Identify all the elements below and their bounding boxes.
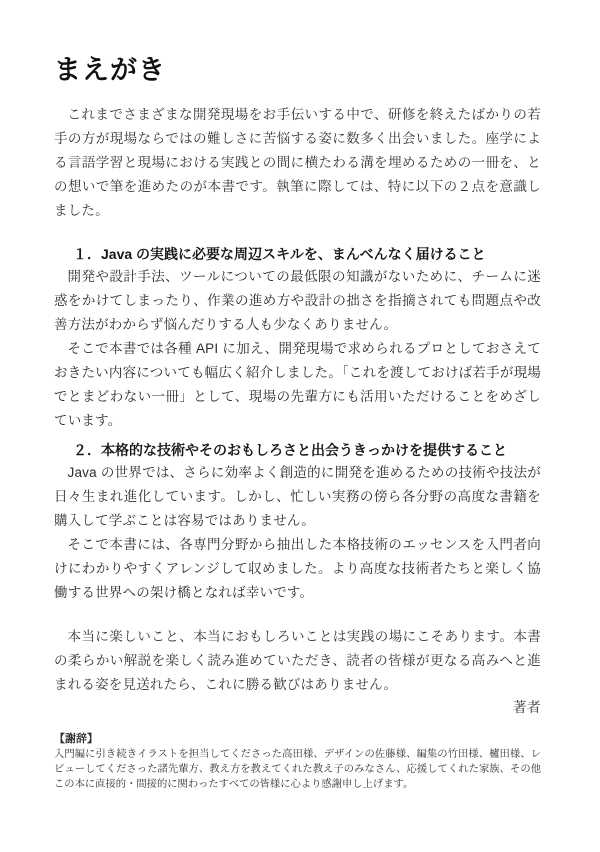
intro-paragraph: これまでさまざまな開発現場をお手伝いする中で、研修を終えたばかりの若手の方が現場ならではの難しさに苦悩する姿に数多く出会いました。座学による言語学習と現場における実践との間に横たわる溝を埋めるための一冊を、との想いで筆を進めたのが本書です。執筆に際しては、特に以下の２点を意識しました。 xyxy=(54,107,541,218)
closing-paragraph: 本当に楽しいこと、本当におもしろいことは実践の場にこそあります。本書の柔らかい解説を楽しく読み進めていただき、読者の皆様が更なる高みへと進まれる姿を見送れたら、これに勝る歓びはありません。 xyxy=(54,629,541,692)
section-1-heading: １．Java の実践に必要な周辺スキルを、まんべんなく届けること xyxy=(73,246,486,262)
section-1-paragraph-2: そこで本書では各種 API に加え、開発現場で求められるプロとしておさえておきたい内容についても幅広く紹介しました。「これを渡しておけば若手が現場でとまどわない一冊」として、現場の先輩方にも活用いただけることをめざしています。 xyxy=(54,341,541,428)
section-2-paragraph-2: そこで本書には、各専門分野から抽出した本格技術のエッセンスを入門者向けにわかりやすくアレンジして収めました。より高度な技術者たちと楽しく協働する世界への架け橋となれば幸いです。 xyxy=(54,537,541,600)
section-2-paragraph-1: Java の世界では、さらに効率よく創造的に開発を進めるための技術や技法が日々生まれ進化しています。しかし、忙しい実務の傍ら各分野の高度な書籍を購入して学ぶことは容易ではありません。 xyxy=(54,465,541,528)
page-title: まえがき xyxy=(54,55,166,85)
section-2-heading: ２．本格的な技術やそのおもしろさと出会うきっかけを提供すること xyxy=(73,442,507,458)
section-1-paragraph-1: 開発や設計手法、ツールについての最低限の知識がないために、チームに迷惑をかけてしまったり、作業の進め方や設計の拙さを指摘されても問題点や改善方法がわからず悩んだりする人も少なくありません。 xyxy=(54,269,541,332)
section-2 xyxy=(54,439,541,605)
acknowledgment-label: 【謝辞】 xyxy=(54,733,98,745)
acknowledgment-text: 入門編に引き続きイラストを担当してくださった高田様、デザインの佐藤様、編集の竹田様、櫨田様、レビューしてくださった諸先輩方、教え方を教えてくれた教え子のみなさん、応援してくれた家族、その他この本に直接的・間接的に関わったすべての皆様に心より感謝申し上げます。 xyxy=(54,749,541,790)
section-1 xyxy=(54,243,541,433)
author-signature: 著者 xyxy=(512,701,541,716)
acknowledgment xyxy=(54,731,541,792)
